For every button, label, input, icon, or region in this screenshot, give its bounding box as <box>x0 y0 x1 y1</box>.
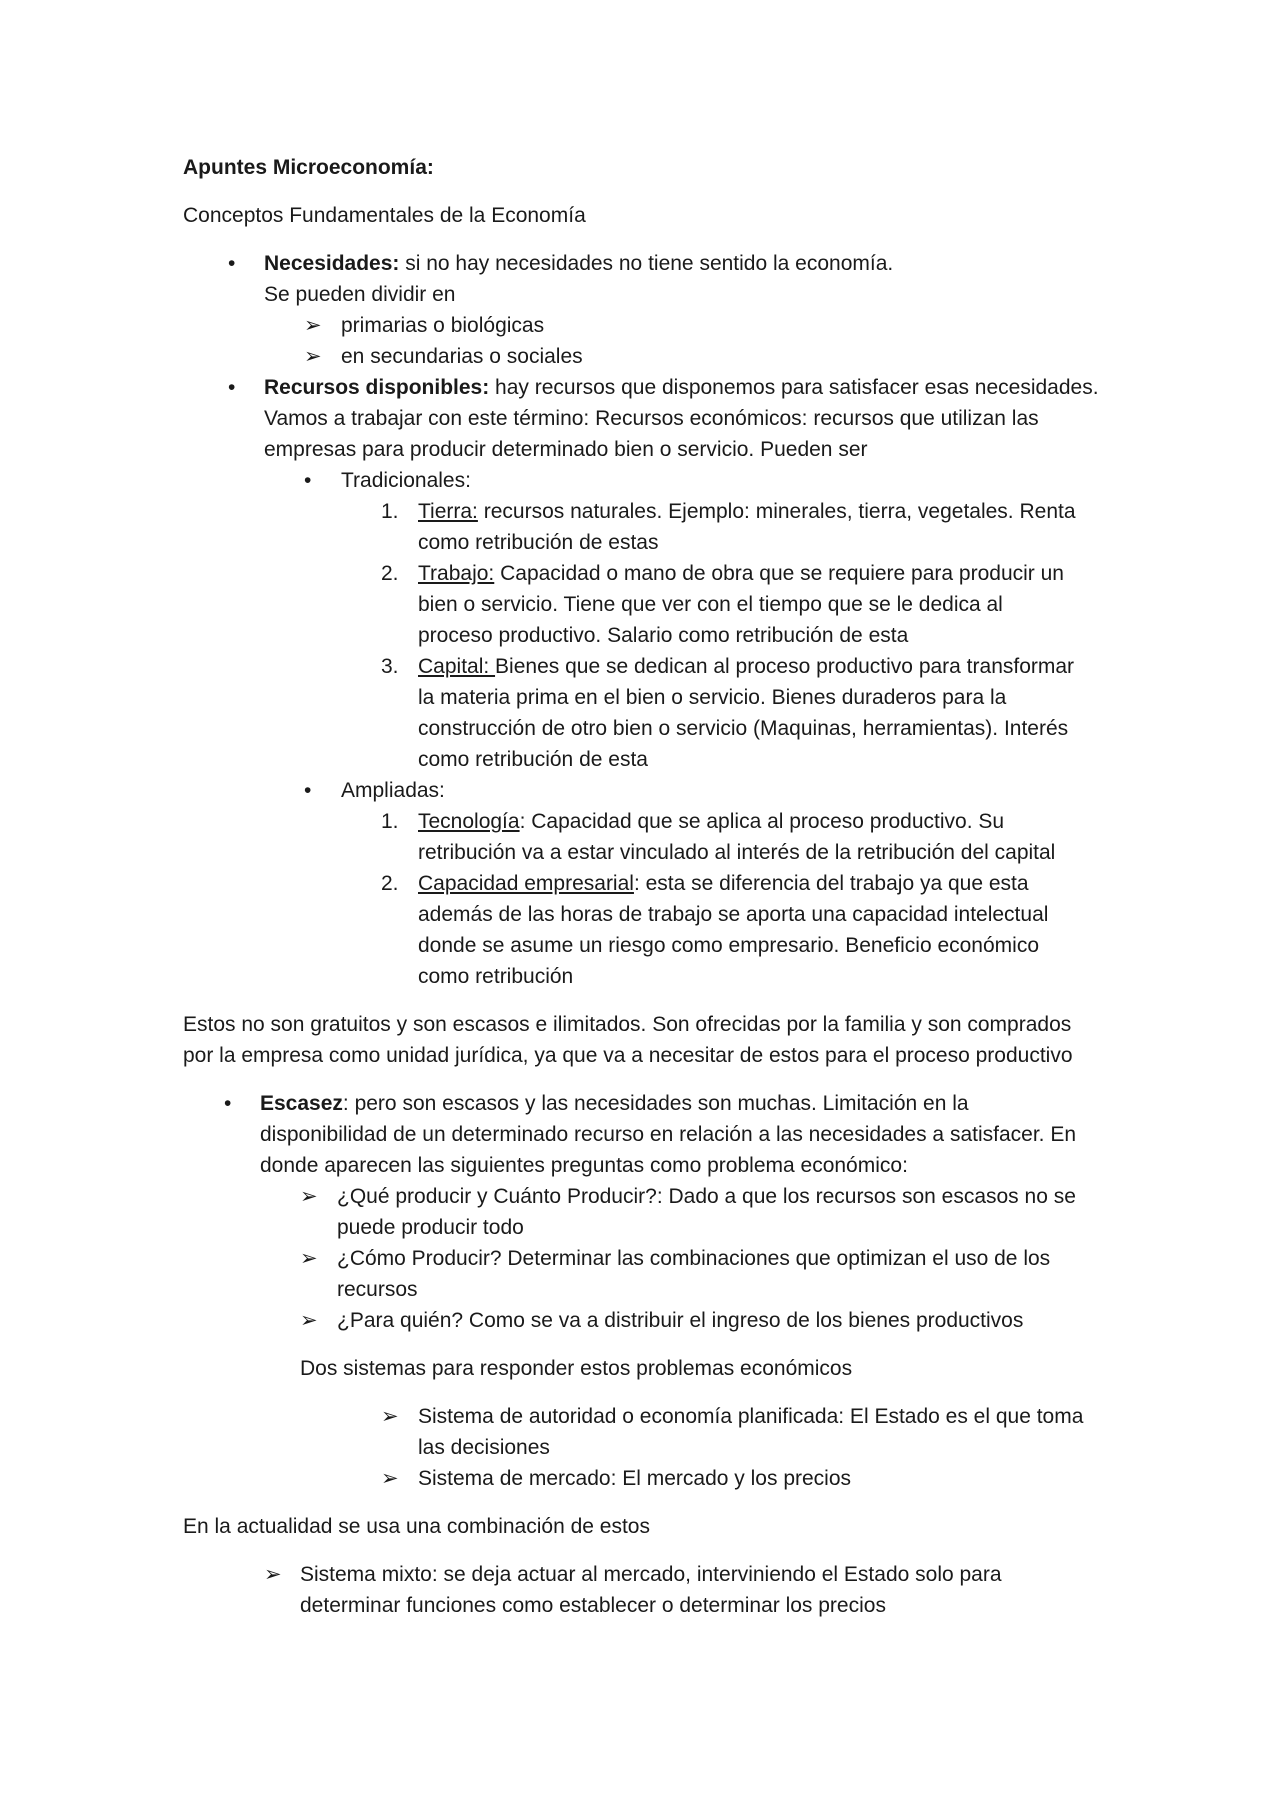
bullet-icon: • <box>228 376 236 399</box>
item-text: : esta se diferencia del trabajo ya que esta <box>633 872 1029 895</box>
item-continuation: además de las horas de trabajo se aporta una capacidad intelectual <box>418 903 1049 926</box>
necesidades-term: Necesidades: <box>264 252 400 275</box>
term-tierra: Tierra: <box>418 500 478 523</box>
item-continuation: retribución va a estar vinculado al interés de la retribución del capital <box>418 841 1056 864</box>
item-continuation: donde se asume un riesgo como empresario. Beneficio económico <box>418 934 1040 957</box>
escasez-item <box>260 1093 969 1114</box>
item-text: recursos naturales. Ejemplo: minerales, tierra, vegetales. Renta <box>477 500 1076 523</box>
sistema-item: Sistema de autoridad o economía planificada: El Estado es el que toma <box>418 1405 1084 1428</box>
sistema-mixto-item: Sistema mixto: se deja actuar al mercado, interviniendo el Estado solo para <box>300 1563 1002 1586</box>
item-continuation: como retribución <box>418 965 574 988</box>
arrow-bullet-icon: ➢ <box>300 1309 318 1332</box>
list-number: 2. <box>381 872 399 895</box>
paragraph-line: Estos no son gratuitos y son escasos e ilimitados. Son ofrecidas por la familia y son comprados <box>183 1013 1072 1036</box>
sistema-item: Sistema de mercado: El mercado y los precios <box>418 1467 852 1490</box>
item-continuation: determinar funciones como establecer o determinar los precios <box>300 1594 886 1617</box>
recursos-text: hay recursos que disponemos para satisfacer esas necesidades. <box>489 376 1099 399</box>
bullet-icon: • <box>224 1092 232 1115</box>
list-item <box>418 501 1076 522</box>
list-number: 1. <box>381 500 399 523</box>
sistemas-intro: Dos sistemas para responder estos problemas económicos <box>300 1357 853 1380</box>
escasez-line: disponibilidad de un determinado recurso en relación a las necesidades a satisfacer. En <box>260 1123 1077 1146</box>
term-tecnologia: Tecnología <box>418 810 520 833</box>
bullet-icon: • <box>304 469 312 492</box>
arrow-bullet-icon: ➢ <box>264 1563 282 1586</box>
arrow-bullet-icon: ➢ <box>300 1247 318 1270</box>
arrow-bullet-icon: ➢ <box>381 1467 399 1490</box>
arrow-bullet-icon: ➢ <box>304 314 322 337</box>
list-item <box>418 563 1064 584</box>
arrow-bullet-icon: ➢ <box>381 1405 399 1428</box>
list-number: 2. <box>381 562 399 585</box>
question-item: ¿Para quién? Como se va a distribuir el ingreso de los bienes productivos <box>337 1309 1024 1332</box>
term-capital: Capital: <box>418 655 496 678</box>
bullet-icon: • <box>304 779 312 802</box>
necesidades-text: si no hay necesidades no tiene sentido la economía. <box>399 252 894 275</box>
question-item: ¿Cómo Producir? Determinar las combinaciones que optimizan el uso de los <box>337 1247 1051 1270</box>
recursos-item <box>264 377 1099 398</box>
document-title: Apuntes Microeconomía: <box>183 156 434 179</box>
item-text: : Capacidad que se aplica al proceso productivo. Su <box>519 810 1005 833</box>
item-text: Capacidad o mano de obra que se requiere para producir un <box>494 562 1064 585</box>
item-continuation: bien o servicio. Tiene que ver con el tiempo que se le dedica al <box>418 593 1003 616</box>
item-text: Bienes que se dedican al proceso productivo para transformar <box>495 655 1075 678</box>
item-continuation: como retribución de esta <box>418 748 648 771</box>
question-item: ¿Qué producir y Cuánto Producir?: Dado a que los recursos son escasos no se <box>337 1185 1076 1208</box>
list-item <box>418 873 1029 894</box>
term-capacidad-empresarial: Capacidad empresarial <box>418 872 634 895</box>
item-continuation: la materia prima en el bien o servicio. Bienes duraderos para la <box>418 686 1007 709</box>
ampliadas-label: Ampliadas: <box>341 779 445 802</box>
list-item <box>418 811 1004 832</box>
escasez-term: Escasez <box>260 1092 343 1115</box>
term-trabajo: Trabajo: <box>418 562 495 585</box>
arrow-bullet-icon: ➢ <box>300 1185 318 1208</box>
paragraph-line: En la actualidad se usa una combinación de estos <box>183 1515 650 1538</box>
item-continuation: puede producir todo <box>337 1216 524 1239</box>
item-continuation: las decisiones <box>418 1436 550 1459</box>
arrow-bullet-icon: ➢ <box>304 345 322 368</box>
item-continuation: construcción de otro bien o servicio (Maquinas, herramientas). Interés <box>418 717 1069 740</box>
item-continuation: recursos <box>337 1278 418 1301</box>
bullet-icon: • <box>228 252 236 275</box>
necesidades-item <box>264 253 893 274</box>
recursos-line: empresas para producir determinado bien o servicio. Pueden ser <box>264 438 868 461</box>
paragraph-line: por la empresa como unidad jurídica, ya que va a necesitar de estos para el proceso productivo <box>183 1044 1073 1067</box>
list-number: 3. <box>381 655 399 678</box>
escasez-text: : pero son escasos y las necesidades son muchas. Limitación en la <box>342 1092 969 1115</box>
list-item: primarias o biológicas <box>341 314 545 337</box>
list-item <box>418 656 1074 677</box>
tradicionales-label: Tradicionales: <box>341 469 471 492</box>
list-item: en secundarias o sociales <box>341 345 583 368</box>
list-number: 1. <box>381 810 399 833</box>
item-continuation: como retribución de estas <box>418 531 659 554</box>
recursos-line: Vamos a trabajar con este término: Recursos económicos: recursos que utilizan las <box>264 407 1039 430</box>
item-continuation: proceso productivo. Salario como retribución de esta <box>418 624 909 647</box>
escasez-line: donde aparecen las siguientes preguntas como problema económico: <box>260 1154 908 1177</box>
section-heading: Conceptos Fundamentales de la Economía <box>183 204 586 227</box>
recursos-term: Recursos disponibles: <box>264 376 490 399</box>
necesidades-line: Se pueden dividir en <box>264 283 456 306</box>
